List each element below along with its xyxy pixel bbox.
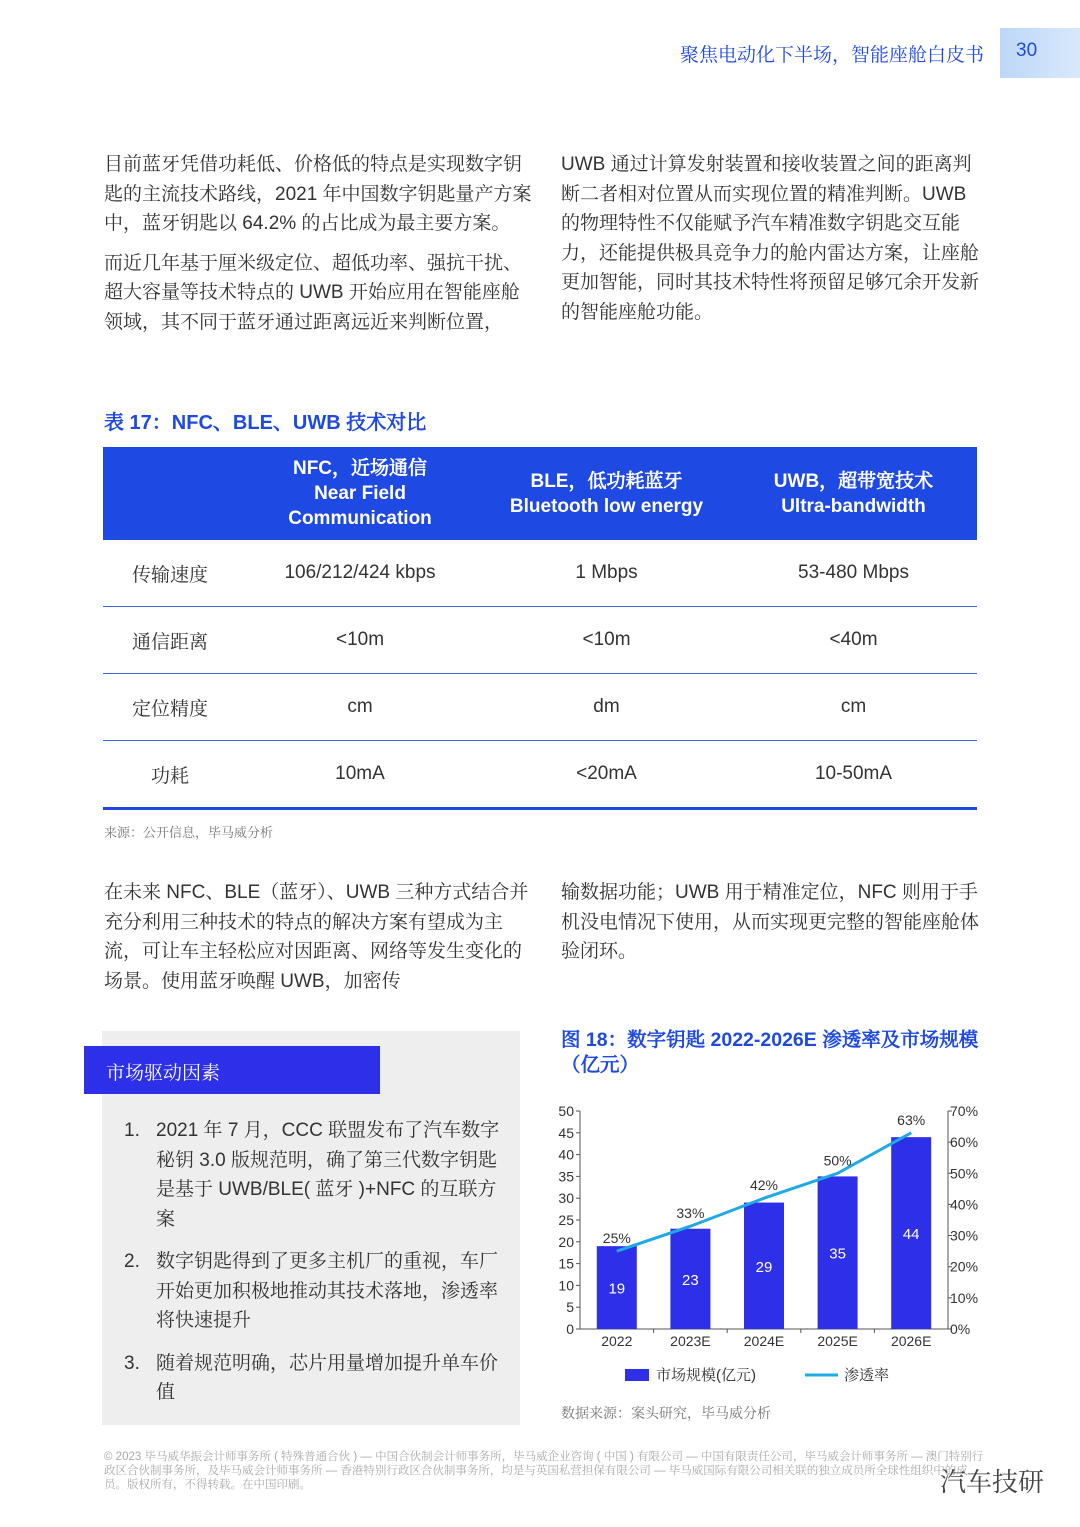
market-drivers-title-bar bbox=[84, 1046, 380, 1094]
right-tick-label: 20% bbox=[950, 1258, 979, 1275]
list-item-text: 数字钥匙得到了更多主机厂的重视，车厂开始更加积极地推动其技术落地，渗透率将快速提升 bbox=[156, 1251, 499, 1331]
table-row bbox=[103, 540, 977, 607]
chart-title: 图 18：数字钥匙 2022-2026E 渗透率及市场规模（亿元） bbox=[561, 1029, 979, 1076]
right-tick-label: 60% bbox=[950, 1134, 979, 1151]
list-item bbox=[124, 1116, 504, 1234]
table-caption: 表 17：NFC、BLE、UWB 技术对比 bbox=[104, 412, 427, 434]
market-drivers-title: 市场驱动因素 bbox=[106, 1063, 221, 1084]
right-tick-label: 30% bbox=[950, 1227, 979, 1244]
cell-ble: 1 Mbps bbox=[483, 540, 730, 607]
right-tick-label: 0% bbox=[950, 1321, 971, 1337]
cell-nfc: <10m bbox=[237, 607, 483, 674]
intro-paragraph-3: UWB 通过计算发射装置和接收装置之间的距离判断二者相对位置从而实现位置的精准判断。UWB 的物理特性不仅能赋予汽车精准数字钥匙交互能力，还能提供极具竞争力的舱内雷达方案，让座舱更加智能，同时其技术特性将预留足够冗余开发新的智能座舱功能。 bbox=[561, 154, 980, 323]
intro-paragraph-2: 而近几年基于厘米级定位、超低功率、强抗干扰、超大容量等技术特点的 UWB 开始应用在智能座舱领域，其不同于蓝牙通过距离远近来判断位置， bbox=[104, 252, 523, 333]
market-chart bbox=[550, 1094, 990, 1394]
header-nfc-line1: NFC，近场通信 bbox=[292, 458, 428, 479]
legend-label-penetration: 渗透率 bbox=[844, 1367, 890, 1384]
table-header-ble bbox=[483, 447, 730, 540]
line-value-label: 63% bbox=[897, 1111, 926, 1128]
left-tick-label: 35 bbox=[558, 1168, 574, 1185]
left-tick-label: 40 bbox=[558, 1146, 574, 1163]
header-ble-line1: BLE，低功耗蓝牙 bbox=[530, 470, 683, 492]
right-tick-label: 10% bbox=[950, 1289, 979, 1306]
future-right-column bbox=[561, 878, 981, 977]
footer-copyright: © 2023 毕马威华振会计师事务所 ( 特殊普通合伙 ) — 中国合伙制会计师事务所，毕马威企业咨询 ( 中国 ) 有限公司 — 中国有限责任公司，毕马威会计师事务所 — 澳门特别行政区合伙制事务所，及毕马威会计师事务所 — 香港特别行政区合伙制事务所，均是与英国私营担保有限公司 — 毕马威国际有限公司相关联的独立成员所全球性组织中的成员。版权所有，不得转载。在中国印刷。 bbox=[104, 1451, 984, 1491]
cell-ble: <10m bbox=[483, 607, 730, 674]
left-tick-label: 15 bbox=[558, 1255, 574, 1272]
market-drivers-list bbox=[124, 1116, 504, 1421]
header-ble-line2: Bluetooth low energy bbox=[509, 495, 704, 517]
cell-uwb: <40m bbox=[730, 607, 977, 674]
cell-nfc: cm bbox=[237, 674, 483, 741]
page-number: 30 bbox=[1016, 40, 1038, 61]
right-tick-label: 50% bbox=[950, 1165, 979, 1182]
line-value-label: 42% bbox=[749, 1177, 779, 1194]
list-item bbox=[124, 1349, 504, 1408]
left-tick-label: 45 bbox=[558, 1124, 574, 1141]
bar-value-label: 23 bbox=[682, 1271, 699, 1289]
header-title: 聚焦电动化下半场，智能座舱白皮书 bbox=[679, 45, 984, 66]
row-label: 功耗 bbox=[103, 741, 237, 809]
cell-nfc: 106/212/424 kbps bbox=[237, 540, 483, 607]
bar-value-label: 19 bbox=[608, 1280, 626, 1298]
x-tick-label: 2024E bbox=[743, 1333, 785, 1349]
cell-uwb: cm bbox=[730, 674, 977, 741]
x-tick-label: 2026E bbox=[890, 1333, 932, 1349]
left-tick-label: 0 bbox=[566, 1321, 574, 1337]
row-label: 定位精度 bbox=[103, 674, 237, 741]
header-uwb-line1: UWB，超带宽技术 bbox=[773, 470, 934, 492]
table-header-nfc bbox=[237, 447, 483, 540]
cell-uwb: 53-480 Mbps bbox=[730, 540, 977, 607]
list-item-number: 2. bbox=[124, 1251, 140, 1272]
list-item-text: 2021 年 7 月，CCC 联盟发布了汽车数字秘钥 3.0 版规范明，确了第三代数字钥匙是基于 UWB/BLE( 蓝牙 )+NFC 的互联方案 bbox=[156, 1120, 500, 1230]
line-value-label: 25% bbox=[602, 1230, 631, 1247]
line-value-label: 33% bbox=[676, 1205, 705, 1222]
left-tick-label: 25 bbox=[558, 1212, 574, 1228]
cell-ble: dm bbox=[483, 674, 730, 741]
table-row bbox=[103, 674, 977, 741]
left-tick-label: 10 bbox=[558, 1277, 574, 1294]
legend-label-market-size: 市场规模(亿元) bbox=[656, 1367, 756, 1384]
list-item-number: 1. bbox=[124, 1120, 140, 1141]
left-tick-label: 20 bbox=[558, 1233, 574, 1250]
watermark-text: 汽车技研 bbox=[939, 1467, 1044, 1497]
header-nfc-line3: Communication bbox=[288, 508, 432, 529]
future-left-column bbox=[104, 878, 532, 1006]
intro-right-column bbox=[561, 150, 981, 337]
intro-left-column bbox=[104, 150, 532, 347]
table-header-row bbox=[103, 447, 977, 540]
header-nfc-line2: Near Field bbox=[314, 483, 406, 504]
bar-value-label: 44 bbox=[902, 1226, 920, 1244]
list-item-text: 随着规范明确，芯片用量增加提升单车价值 bbox=[156, 1352, 499, 1403]
left-tick-label: 50 bbox=[558, 1103, 574, 1119]
intro-paragraph-1: 目前蓝牙凭借功耗低、价格低的特点是实现数字钥匙的主流技术路线，2021 年中国数字钥匙量产方案中，蓝牙钥匙以 64.2% 的占比成为最主要方案。 bbox=[104, 154, 532, 234]
right-tick-label: 40% bbox=[950, 1196, 979, 1213]
table-source: 来源：公开信息，毕马威分析 bbox=[104, 825, 274, 840]
x-tick-label: 2025E bbox=[817, 1333, 858, 1349]
left-tick-label: 30 bbox=[558, 1190, 574, 1207]
line-value-label: 50% bbox=[823, 1152, 852, 1169]
cell-ble: <20mA bbox=[483, 741, 730, 809]
table-header-empty bbox=[103, 447, 237, 540]
table-row bbox=[103, 607, 977, 674]
future-paragraph-2: 输数据功能；UWB 用于精准定位，NFC 则用于手机没电情况下使用，从而实现更完整的智能座舱体验闭环。 bbox=[561, 882, 980, 962]
header-uwb-line2: Ultra-bandwidth bbox=[781, 495, 926, 517]
bar-value-label: 29 bbox=[755, 1258, 773, 1276]
cell-uwb: 10-50mA bbox=[730, 741, 977, 809]
row-label: 通信距离 bbox=[103, 607, 237, 674]
row-label: 传输速度 bbox=[103, 540, 237, 607]
bar-value-label: 35 bbox=[829, 1245, 846, 1263]
list-item-number: 3. bbox=[124, 1352, 140, 1374]
table-row bbox=[103, 741, 977, 809]
right-tick-label: 70% bbox=[950, 1103, 979, 1119]
comparison-table bbox=[103, 447, 977, 810]
legend-swatch-market-size bbox=[625, 1369, 649, 1381]
list-item bbox=[124, 1247, 504, 1336]
page-number-tab bbox=[1000, 28, 1080, 78]
x-tick-label: 2022 bbox=[601, 1333, 633, 1349]
chart-source: 数据来源：案头研究，毕马威分析 bbox=[561, 1405, 771, 1421]
left-tick-label: 5 bbox=[566, 1299, 574, 1316]
future-paragraph-1: 在未来 NFC、BLE（蓝牙）、UWB 三种方式结合并充分利用三种技术的特点的解决方案有望成为主流，可让车主轻松应对因距离、网络等发生变化的场景。使用蓝牙唤醒 UWB，加密传 bbox=[104, 882, 529, 992]
cell-nfc: 10mA bbox=[237, 741, 483, 809]
x-tick-label: 2023E bbox=[670, 1333, 711, 1349]
table-header-uwb bbox=[730, 447, 977, 540]
